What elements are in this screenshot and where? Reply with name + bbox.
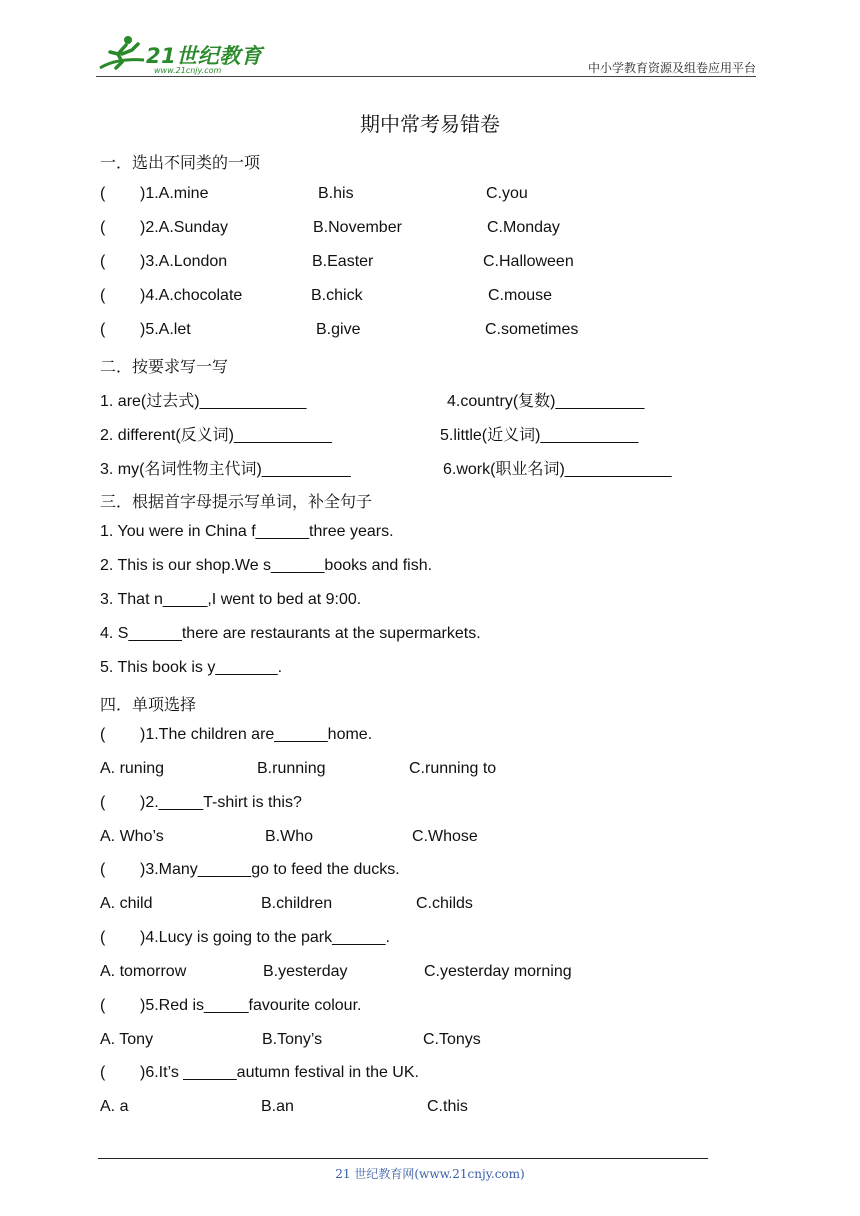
option-c[interactable]: C.yesterday morning (424, 963, 572, 980)
option-a[interactable]: A. runing (100, 760, 165, 777)
section-heading-1: 一．选出不同类的一项 (100, 153, 261, 172)
question-stem: )5.Red is_____favourite colour. (140, 997, 362, 1014)
option-b: B.November (313, 219, 402, 236)
option-b[interactable]: B.an (261, 1098, 294, 1115)
write-item-left[interactable]: 2. different(反义词)___________ (100, 427, 332, 444)
logo[interactable] (96, 34, 263, 78)
option-b: B.Easter (312, 253, 374, 270)
question-stem: )2._____T-shirt is this? (140, 794, 302, 811)
answer-blank[interactable]: ( (100, 861, 106, 878)
option-a: )5.A.let (140, 321, 191, 338)
question-stem: )6.It’s ______autumn festival in the UK. (140, 1064, 419, 1081)
option-a: )3.A.London (140, 253, 228, 270)
answer-blank[interactable]: ( (100, 287, 106, 304)
write-item-left[interactable]: 1. are(过去式)____________ (100, 393, 307, 410)
option-c: C.you (486, 185, 528, 202)
fill-sentence[interactable]: 1. You were in China f______three years. (100, 523, 394, 540)
section-heading-3: 三．根据首字母提示写单词，补全句子 (100, 492, 373, 511)
option-b[interactable]: B.running (257, 760, 326, 777)
header-divider (96, 76, 756, 77)
option-c[interactable]: C.childs (416, 895, 473, 912)
option-a[interactable]: A. tomorrow (100, 963, 187, 980)
option-c[interactable]: C.Whose (412, 828, 478, 845)
option-a: )4.A.chocolate (140, 287, 243, 304)
fill-sentence[interactable]: 5. This book is y_______. (100, 659, 283, 676)
write-item-right[interactable]: 5.little(近义词)___________ (440, 427, 639, 444)
option-b[interactable]: B.Who (265, 828, 314, 845)
footer-link[interactable]: 21 世纪教育网(www.21cnjy.com) (335, 1167, 525, 1181)
option-b[interactable]: B.Tony’s (262, 1031, 323, 1048)
answer-blank[interactable]: ( (100, 794, 106, 811)
answer-blank[interactable]: ( (100, 219, 106, 236)
option-c: C.Halloween (483, 253, 574, 270)
question-stem: )4.Lucy is going to the park______. (140, 929, 390, 946)
option-b: B.chick (311, 287, 363, 304)
fill-sentence[interactable]: 3. That n_____,I went to bed at 9:00. (100, 591, 362, 608)
write-item-right[interactable]: 6.work(职业名词)____________ (443, 461, 672, 478)
answer-blank[interactable]: ( (100, 929, 106, 946)
answer-blank[interactable]: ( (100, 185, 106, 202)
option-b[interactable]: B.yesterday (263, 963, 348, 980)
option-c: C.sometimes (485, 321, 579, 338)
option-a[interactable]: A. Tony (100, 1031, 154, 1048)
write-item-right[interactable]: 4.country(复数)__________ (447, 393, 645, 410)
answer-blank[interactable]: ( (100, 997, 106, 1014)
option-b[interactable]: B.children (261, 895, 333, 912)
option-b: B.his (318, 185, 354, 202)
section-heading-4: 四．单项选择 (100, 695, 197, 714)
answer-blank[interactable]: ( (100, 726, 106, 743)
answer-blank[interactable]: ( (100, 1064, 106, 1081)
option-a: )2.A.Sunday (140, 219, 229, 236)
logo-text: 21世纪教育 (146, 44, 263, 68)
fill-sentence[interactable]: 2. This is our shop.We s______books and fish. (100, 557, 433, 574)
fill-sentence[interactable]: 4. S______there are restaurants at the supermarkets. (100, 625, 481, 642)
footer-divider (98, 1158, 708, 1159)
answer-blank[interactable]: ( (100, 253, 106, 270)
option-a[interactable]: A. a (100, 1098, 129, 1115)
answer-blank[interactable]: ( (100, 321, 106, 338)
logo-url: www.21cnjy.com (154, 66, 222, 75)
runner-logo-icon (96, 34, 148, 74)
header-platform-text: 中小学教育资源及组卷应用平台 (587, 61, 756, 75)
page-title: 期中常考易错卷 (360, 112, 500, 136)
question-stem: )1.The children are______home. (140, 726, 373, 743)
option-c: C.mouse (488, 287, 553, 304)
option-c: C.Monday (487, 219, 560, 236)
option-c[interactable]: C.this (427, 1098, 468, 1115)
question-stem: )3.Many______go to feed the ducks. (140, 861, 400, 878)
write-item-left[interactable]: 3. my(名词性物主代词)__________ (100, 461, 351, 478)
section-heading-2: 二．按要求写一写 (100, 357, 229, 376)
option-a: )1.A.mine (140, 185, 209, 202)
option-a[interactable]: A. Who’s (100, 828, 164, 845)
option-c[interactable]: C.Tonys (423, 1031, 481, 1048)
option-b: B.give (316, 321, 361, 338)
option-a[interactable]: A. child (100, 895, 153, 912)
option-c[interactable]: C.running to (409, 760, 497, 777)
